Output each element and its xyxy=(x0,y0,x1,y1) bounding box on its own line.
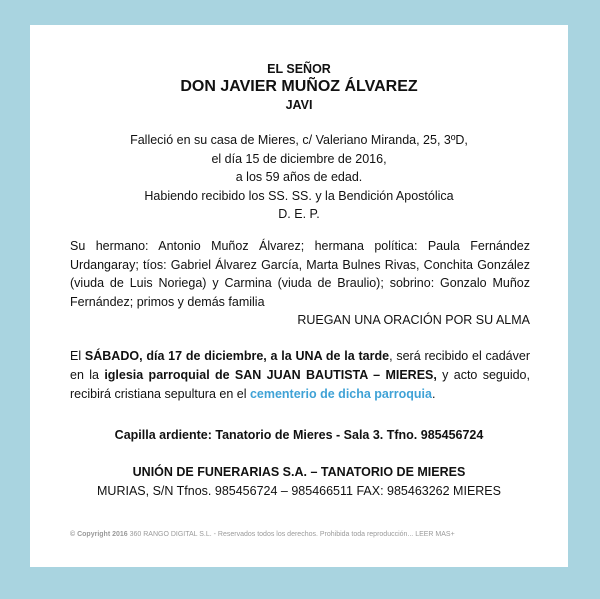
ceremony-text-1: El xyxy=(70,349,85,363)
family-list xyxy=(70,237,530,330)
funeral-home-contact: MURIAS, S/N Tfnos. 985456724 – 985466511 FAX: 985463262 MIERES xyxy=(97,484,501,498)
church-name: iglesia parroquial de SAN JUAN BAUTISTA – MIERES, xyxy=(104,368,437,382)
nickname: JAVI xyxy=(285,98,313,112)
copyright-label: © Copyright 2016 xyxy=(70,531,128,538)
ceremony-text-4: . xyxy=(431,387,436,401)
copyright-text[interactable]: 360 RANGO DIGITAL S.L. - Reservados todos los derechos. Prohibida toda reproducción... LEER MAS+ xyxy=(127,531,455,538)
death-place: Falleció en su casa de Mieres, c/ Valeriano Miranda, 25, 3ºD, xyxy=(130,133,468,147)
prayer-request: RUEGAN UNA ORACIÓN POR SU ALMA xyxy=(297,313,530,327)
chapel-info: Capilla ardiente: Tanatorio de Mieres - Sala 3. Tfno. 985456724 xyxy=(114,428,484,442)
obituary-card xyxy=(30,25,568,567)
deceased-name: DON JAVIER MUÑOZ ÁLVAREZ xyxy=(180,78,418,95)
age: a los 59 años de edad. xyxy=(235,170,363,184)
death-date: el día 15 de diciembre de 2016, xyxy=(211,151,387,166)
family-text: Su hermano: Antonio Muñoz Álvarez; hermana política: Paula Fernández Urdangaray; tíos: Gabriel Álvarez García, Marta Bulnes Rivas, Conchita González (viuda de Luis Noriega) y Carmina (viuda de Braulio); sobrino: Gonzalo Muñoz Fernández; primos y demás familia xyxy=(70,239,530,309)
ceremony-text-3: y acto seguido, recibirá cristiana sepultura en el xyxy=(70,368,530,401)
ceremony-text-2: , será recibido el cadáver en la xyxy=(70,349,530,382)
copyright-footer xyxy=(70,531,455,538)
death-details xyxy=(30,131,568,224)
funeral-home-name: UNIÓN DE FUNERARIAS S.A. – TANATORIO DE MIERES xyxy=(132,465,466,479)
sacraments: Habiendo recibido los SS. SS. y la Bendición Apostólica xyxy=(144,188,454,203)
funeral-home xyxy=(30,463,568,501)
ceremony-details xyxy=(70,347,530,404)
obituary-header xyxy=(30,61,568,113)
rip: D. E. P. xyxy=(278,207,320,221)
cemetery-link[interactable]: cementerio de dicha parroquia xyxy=(249,387,432,401)
ceremony-date: SÁBADO, día 17 de diciembre, a la UNA de la tarde xyxy=(84,349,390,363)
title-label: EL SEÑOR xyxy=(267,62,331,76)
